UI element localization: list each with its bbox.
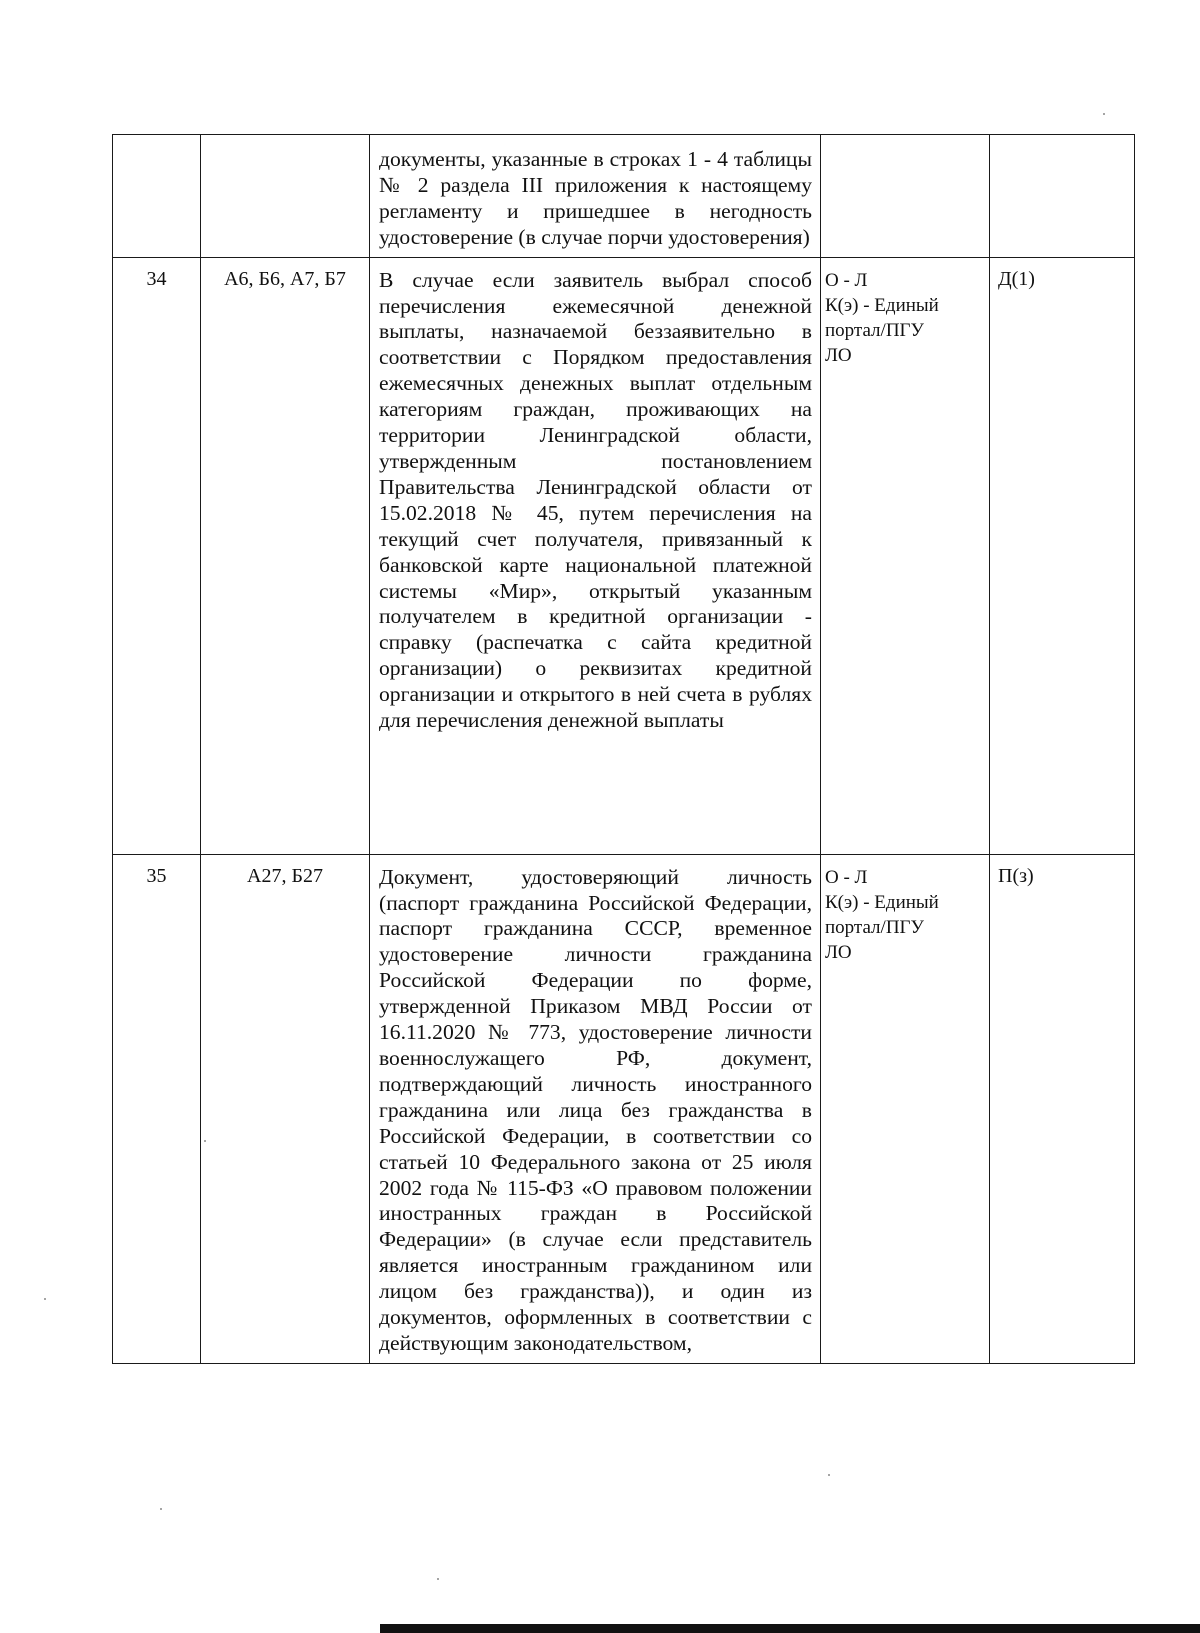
source-line: О - Л [825, 269, 868, 291]
source-line: ЛО [825, 344, 852, 366]
source-line: О - Л [825, 866, 868, 888]
source-line: К(э) - Единый [825, 891, 939, 913]
source-line: К(э) - Единый [825, 294, 939, 316]
row-number-cell [113, 135, 201, 258]
documents-table [112, 134, 1135, 1364]
row-source-cell [821, 135, 990, 258]
scan-speck [1103, 113, 1105, 115]
row-codes-cell: А6, Б6, А7, Б7 [201, 257, 370, 854]
row-description-cell: Документ, удостоверяющий личность (паспорт гражданина Российской Федерации, паспорт гражданина СССР, временное удостоверение личности гражданина Российской Федерации по форме, утвержденной Приказом МВД России от 16.11.2020 № 773, удостоверение личности военнослужащего РФ, документ, подтверждающий личность иностранного гражданина или лица без гражданства в Российской Федерации, в соответствии со статьей 10 Федерального закона от 25 июля 2002 года № 115-ФЗ «О правовом положении иностранных граждан в Российской Федерации» (в случае если представитель является иностранным гражданином или лицом без гражданства)), и один из документов, оформленных в соответствии с действующим законодательством, [370, 854, 821, 1363]
row-number-cell: 35 [113, 854, 201, 1363]
row-note-cell: П(з) [990, 854, 1135, 1363]
source-line: портал/ПГУ [825, 916, 924, 938]
row-codes-cell [201, 135, 370, 258]
row-source-cell [821, 257, 990, 854]
table-row-34 [113, 257, 1135, 854]
source-line: ЛО [825, 941, 852, 963]
scan-edge-bar [380, 1624, 1200, 1633]
scan-speck [437, 1578, 439, 1580]
row-number-cell: 34 [113, 257, 201, 854]
table-row-continuation [113, 135, 1135, 258]
scan-speck [160, 1508, 162, 1510]
table-row-35 [113, 854, 1135, 1363]
row-note-cell: Д(1) [990, 257, 1135, 854]
source-line: портал/ПГУ [825, 319, 924, 341]
row-codes-cell: А27, Б27 [201, 854, 370, 1363]
scan-speck [828, 1474, 830, 1476]
row-note-cell [990, 135, 1135, 258]
row-source-cell [821, 854, 990, 1363]
row-description-cell: документы, указанные в строках 1 - 4 таблицы № 2 раздела III приложения к настоящему регламенту и пришедшее в негодность удостоверение (в случае порчи удостоверения) [370, 135, 821, 258]
row-description-cell: В случае если заявитель выбрал способ перечисления ежемесячной денежной выплаты, назначаемой беззаявительно в соответствии с Порядком предоставления ежемесячных денежных выплат отдельным категориям граждан, проживающих на территории Ленинградской области, утвержденным постановлением Правительства Ленинградской области от 15.02.2018 № 45, путем перечисления на текущий счет получателя, привязанный к банковской карте национальной платежной системы «Мир», открытый указанным получателем в кредитной организации - справку (распечатка с сайта кредитной организации) о реквизитах кредитной организации и открытого в ней счета в рублях для перечисления денежной выплаты [370, 257, 821, 854]
scan-speck [44, 1298, 46, 1300]
scan-speck [204, 1140, 206, 1142]
